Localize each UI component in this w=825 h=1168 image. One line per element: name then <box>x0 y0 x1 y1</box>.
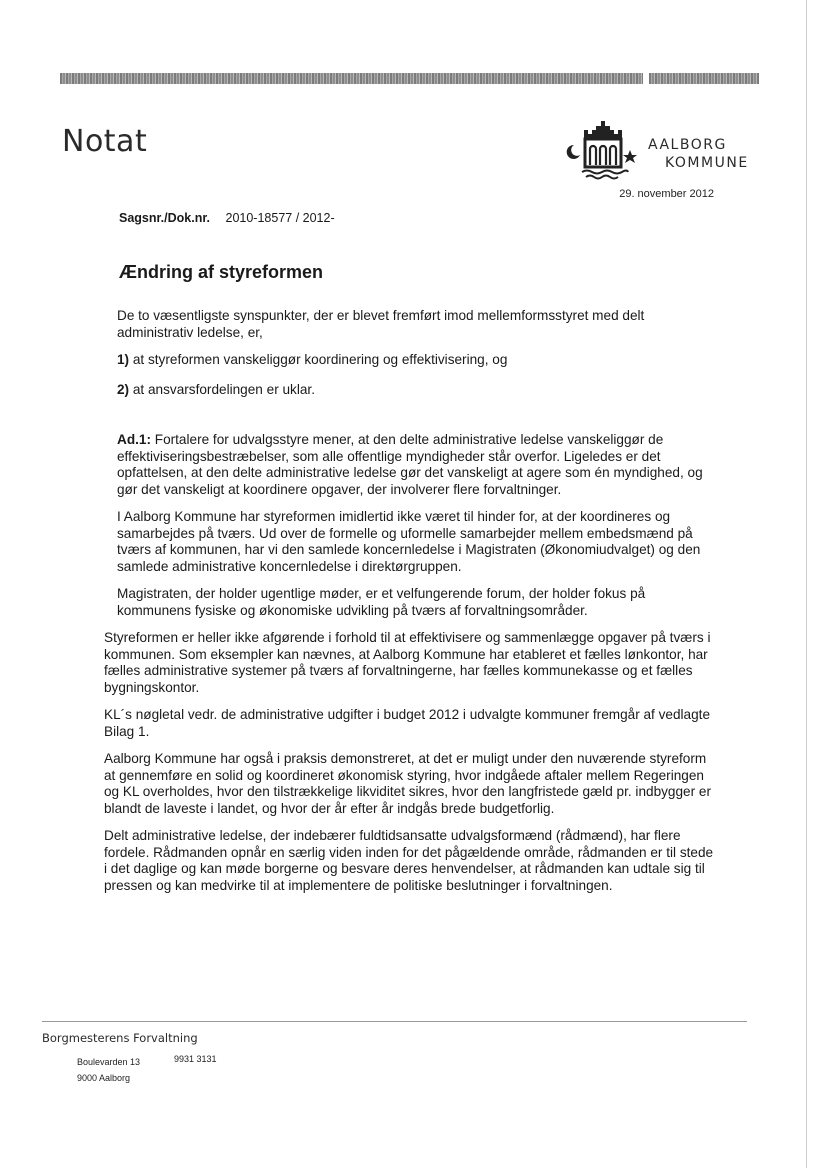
point-number: 1) <box>117 352 130 367</box>
point-text: at styreformen vanskeliggør koordinering og effektivisering, og <box>132 352 508 367</box>
footer-phone: 9931 3131 <box>174 1054 217 1064</box>
body-paragraph: Styreformen er heller ikke afgørende i forhold til at effektivisere og sammenlægge opgaver på tværs i kommunen. Som eksempler kan nævnes, at Aalborg Kommune har etableret et fælles lønkontor, har fælles administrative systemer på tværs af forvaltningerne, har fælles kommunekasse og et fælles bygningskontor. <box>104 630 711 695</box>
document-body <box>104 308 717 905</box>
footer-department: Borgmesterens Forvaltning <box>42 1031 198 1045</box>
case-number-label: Sagsnr./Dok.nr. <box>119 211 211 225</box>
scan-edge <box>806 0 807 1168</box>
body-paragraph: Aalborg Kommune har også i praksis demonstreret, at det er muligt under den nuværende styreform at gennemføre en solid og koordineret økonomisk styring, hvor indgåede aftaler mellem Regeringen og KL overholdes, hvor den tilstrækkelige likviditet sikres, hvor den langfristede gæld pr. indbygger er blandt de laveste i landet, og hvor der år efter år indgås brede budgetforlig. <box>104 751 711 816</box>
document-heading: Ændring af styreformen <box>119 262 324 282</box>
point-text: at ansvarsfordelingen er uklar. <box>132 381 315 397</box>
footer-divider <box>42 1021 747 1022</box>
point-2 <box>117 382 717 399</box>
ad1-text: Fortalere for udvalgsstyre mener, at den delte administrative ledelse vanskeliggør de effektiviseringsbestræbelser, som alle offentlige myndigheder står overfor. Ligeledes er det opfattelsen, at den delte administrative ledelse gør det vanskeligt at agere som én myndighed, og gør det vanskeligt at koordinere opgaver, der involverer flere forvaltninger. <box>117 432 703 497</box>
point-number: 2) <box>117 381 130 397</box>
organization-logo-text <box>648 136 749 172</box>
org-name-line1: AALBORG <box>648 137 727 153</box>
aalborg-coat-of-arms-icon <box>566 120 640 182</box>
header-bar <box>60 73 643 84</box>
footer-address <box>77 1054 140 1086</box>
point-1 <box>117 352 717 369</box>
body-paragraph: Delt administrative ledelse, der indebærer fuldtidsansatte udvalgsformænd (rådmænd), har flere fordele. Rådmanden opnår en særlig viden inden for det pågældende område, rådmanden er til stede i det daglige og kan møde borgerne og besvare deres henvendelser, at rådmanden kan udtale sig til pressen og kan medvirke til at implementere de politiske beslutninger i forvaltningen. <box>104 828 714 893</box>
ad1-paragraph <box>117 432 717 498</box>
body-paragraph: KL´s nøgletal vedr. de administrative udgifter i budget 2012 i udvalgte kommuner fremgår af vedlagte Bilag 1. <box>104 707 711 739</box>
body-paragraph: Magistraten, der holder ugentlige møder, er et velfungerende forum, der holder fokus på kommunens fysiske og økonomiske udvikling på tværs af forvaltningsområder. <box>117 586 646 618</box>
body-paragraph: I Aalborg Kommune har styreformen imidlertid ikke været til hinder for, at der koordineres og samarbejdes på tværs. Ud over de formelle og uformelle samarbejder mellem embedsmænd på tværs af kommunen, har vi den samlede koncernledelse i Magistraten (Økonomiudvalget) og den samlede administrative koncernledelse i direktørgruppen. <box>117 509 701 574</box>
case-number <box>119 211 335 225</box>
footer-street: Boulevarden 13 <box>77 1057 141 1067</box>
footer-city: 9000 Aalborg <box>77 1073 131 1083</box>
ad1-label: Ad.1: <box>117 432 151 447</box>
document-date: 29. november 2012 <box>619 188 714 200</box>
document-type-title: Notat <box>62 124 148 159</box>
case-number-value: 2010-18577 / 2012- <box>225 211 335 225</box>
org-name-line2: KOMMUNE <box>665 155 749 171</box>
header-bar-right <box>649 73 759 84</box>
intro-paragraph: De to væsentligste synspunkter, der er blevet fremført imod mellemformsstyret med delt administrativ ledelse, er, <box>117 308 645 340</box>
